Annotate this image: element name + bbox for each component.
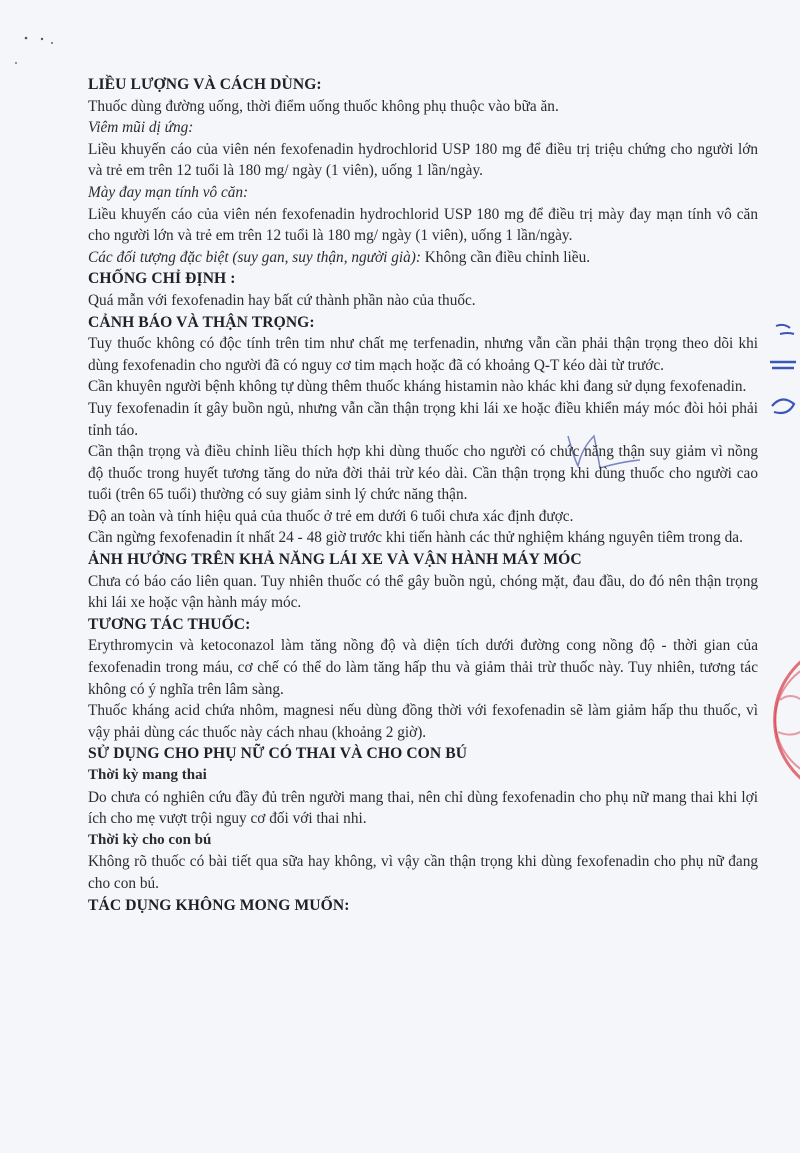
warning-paragraph: Độ an toàn và tính hiệu quả của thuốc ở trẻ em dưới 6 tuổi chưa xác định được. — [88, 507, 574, 525]
special-populations-label: Các đối tượng đặc biệt (suy gan, suy thận, người già): — [88, 248, 421, 266]
subheading-urticaria: Mày đay mạn tính vô căn: — [88, 183, 249, 201]
warning-paragraph: Tuy thuốc không có độc tính trên tim như chất mẹ terfenadin, nhưng vẫn cần phải thận trọng theo dõi khi dùng fexofenadin cho người đã có nguy cơ tim mạch hoặc đã có khoảng Q-T kéo dài từ trước. — [88, 335, 758, 374]
subheading-pregnancy: Thời kỳ mang thai — [88, 767, 207, 783]
interaction-paragraph: Thuốc kháng acid chứa nhôm, magnesi nếu dùng đồng thời với fexofenadin sẽ làm giảm hấp thu thuốc, vì vậy phải dùng các thuốc này cách nhau (khoảng 2 giờ). — [88, 702, 758, 741]
heading-driving: ẢNH HƯỞNG TRÊN KHẢ NĂNG LÁI XE VÀ VẬN HÀNH MÁY MÓC — [88, 551, 582, 569]
contraindications-text: Quá mẫn với fexofenadin hay bất cứ thành phần nào của thuốc. — [88, 291, 476, 309]
subheading-lactation: Thời kỳ cho con bú — [88, 831, 212, 848]
warning-paragraph: Tuy fexofenadin ít gây buồn ngủ, nhưng vẫn cần thận trọng khi lái xe hoặc điều khiển máy móc đòi hỏi phải tỉnh táo. — [88, 399, 758, 439]
warning-paragraph: Cần thận trọng và điều chỉnh liều thích hợp khi dùng thuốc cho người có chức năng thận suy giảm vì nồng độ thuốc trong huyết tương tăng do nửa đời thải trừ kéo dài. Cần thận trọng khi dùng thuốc cho người cao tuổi (trên 65 tuổi) thường có suy giảm sinh lý chức năng thận. — [88, 443, 758, 504]
warning-paragraph: Cần khuyên người bệnh không tự dùng thêm thuốc kháng histamin nào khác khi đang sử dụng fexofenadin. — [88, 378, 747, 396]
dosage-urticaria: Liều khuyến cáo của viên nén fexofenadin hydrochlorid USP 180 mg để điều trị mày đay mạn tính vô căn cho người lớn và trẻ em trên 12 tuổi là 180 mg/ ngày (1 viên), uống 1 lần/ngày. — [88, 205, 758, 245]
warning-paragraph: Cần ngừng fexofenadin ít nhất 24 - 48 giờ trước khi tiến hành các thử nghiệm kháng nguyên tiêm trong da. — [88, 529, 743, 547]
scan-dots-mark — [6, 30, 66, 70]
heading-pregnancy-lactation: SỬ DỤNG CHO PHỤ NỮ CÓ THAI VÀ CHO CON BÚ — [88, 745, 468, 763]
lactation-text: Không rõ thuốc có bài tiết qua sữa hay không, vì vậy cần thận trọng khi dùng fexofenadin cho phụ nữ đang cho con bú. — [88, 853, 758, 892]
special-populations — [88, 247, 758, 269]
heading-dosage: LIỀU LƯỢNG VÀ CÁCH DÙNG: — [88, 76, 322, 93]
interaction-paragraph: Erythromycin và ketoconazol làm tăng nồng độ và diện tích dưới đường cong nồng độ - thời gian của fexofenadin trong máu, cơ chế có thể do làm tăng hấp thu và giảm thải trừ thuốc này. Tuy nhiên, tương tác không có ý nghĩa trên lâm sàng. — [88, 637, 758, 698]
dosage-intro: Thuốc dùng đường uống, thời điểm uống thuốc không phụ thuộc vào bữa ăn. — [88, 97, 559, 115]
heading-adverse-effects: TÁC DỤNG KHÔNG MONG MUỐN: — [88, 896, 350, 914]
subheading-allergic-rhinitis: Viêm mũi dị ứng: — [88, 119, 194, 137]
special-populations-text: Không cần điều chỉnh liều. — [420, 248, 591, 266]
heading-interactions: TƯƠNG TÁC THUỐC: — [88, 615, 251, 633]
document-body — [88, 74, 758, 916]
driving-text: Chưa có báo cáo liên quan. Tuy nhiên thuốc có thể gây buồn ngủ, chóng mặt, đau đầu, do đó nên thận trọng khi lái xe hoặc vận hành máy móc. — [88, 572, 758, 612]
heading-contraindications: CHỐNG CHỈ ĐỊNH : — [88, 270, 236, 288]
pregnancy-text: Do chưa có nghiên cứu đầy đủ trên người mang thai, nên chỉ dùng fexofenadin cho phụ nữ mang thai khi lợi ích cho mẹ vượt trội nguy cơ đối với thai nhi. — [88, 788, 758, 828]
heading-warnings: CẢNH BÁO VÀ THẬN TRỌNG: — [88, 313, 315, 331]
dosage-allergic-rhinitis: Liều khuyến cáo của viên nén fexofenadin hydrochlorid USP 180 mg để điều trị triệu chứng cho người lớn và trẻ em trên 12 tuổi là 180 mg/ ngày (1 viên), uống 1 lần/ngày. — [88, 140, 758, 180]
blue-stamp-fragment — [766, 318, 800, 428]
